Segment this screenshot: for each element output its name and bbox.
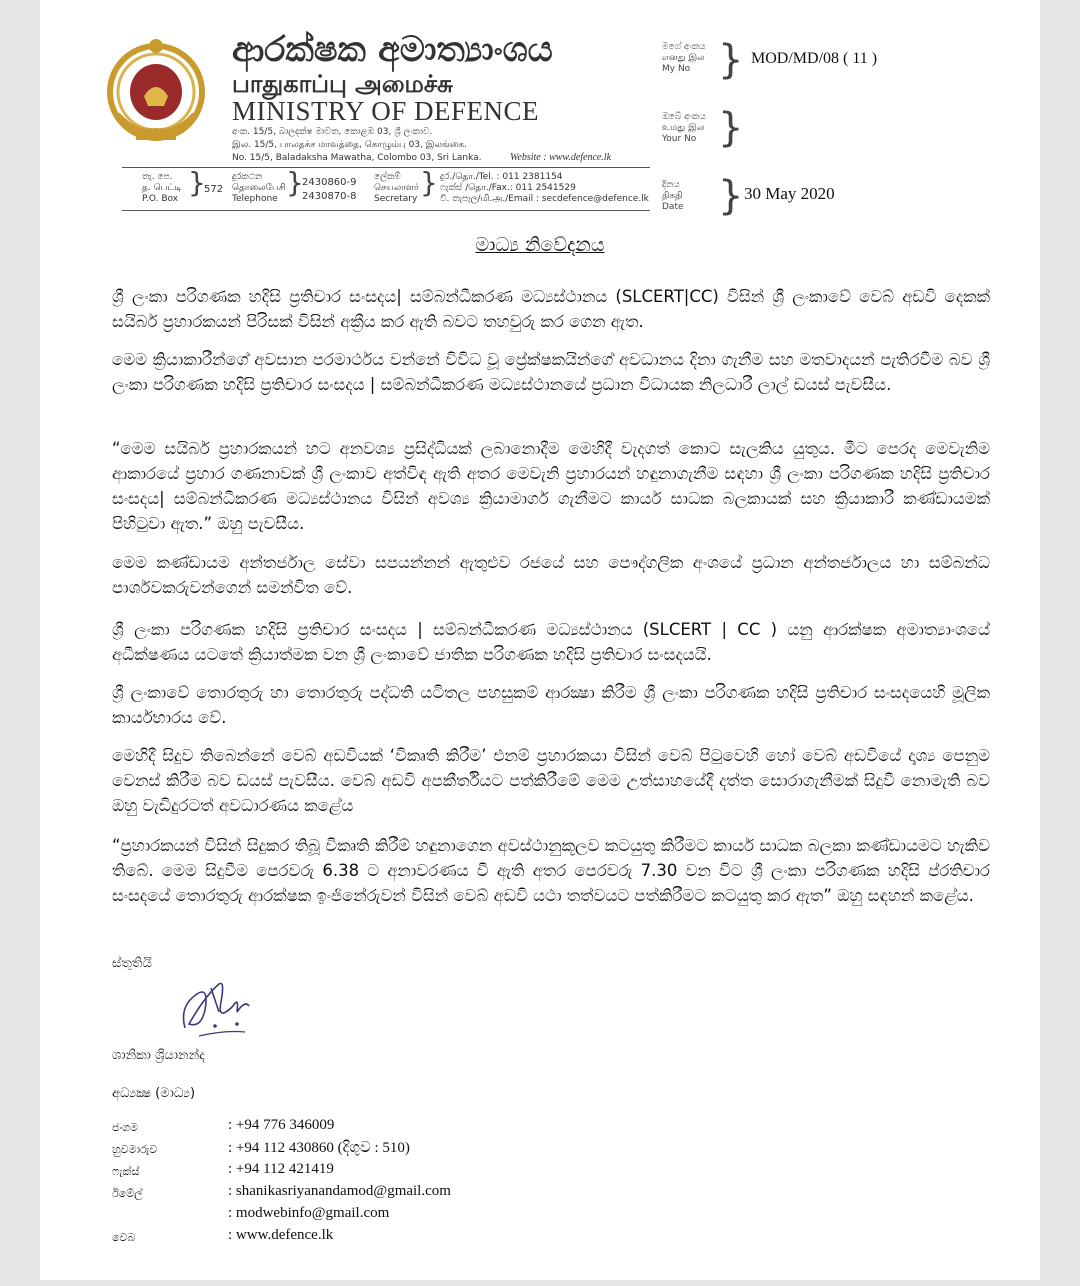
telephone-label: දුරකථන தொலைபேசி Telephone: [232, 172, 286, 204]
address-sinhala: අංක. 15/5, බාලදක්ෂ මාවත, කොළඹ 03, ශ්‍රී ලංකාව.: [232, 127, 433, 137]
telephone-value-2: 2430870-8: [302, 191, 357, 202]
contact-label: ජංගම: [112, 1121, 139, 1134]
telephone-value-1: 2430860-9: [302, 177, 357, 188]
sri-lanka-emblem-icon: [96, 34, 216, 144]
date-value: 30 May 2020: [744, 184, 835, 203]
brace-date: }: [718, 173, 744, 219]
contact-rule: [122, 210, 650, 211]
body-paragraph: මෙහිදී සිදුව තිබෙන්නේ වෙබ් අඩවියක් ‘විකෘති කිරීම’ එනම් ප්‍රහාරකයා විසින් වෙබ් පිටුවෙහි හෝ වෙබ් අඩවියේ දෘශ්‍ය පෙනුම වෙනස් කිරීම බව ඩයස් පැවසීය. වෙබ් අඩවි අපකීර්තියට පත්කිරීමේ මෙම උත්සාහයේදී දත්ත සොරාගැනීමක් සිදුවී නොමැති බව ඔහු වැඩිදුරටත් අවධාරණය කළේය: [112, 746, 990, 815]
brace-my-no: }: [718, 37, 744, 83]
thanks-text: ස්තුතියි: [112, 956, 152, 971]
body-paragraph: ශ්‍රී ලංකාවේ තොරතුරු හා තොරතුරු පද්ධති යටිතල පහසුකම් ආරක්‍ෂා කිරීම ශ්‍රී ලංකා පරිගණක හදිසි ප්‍රතිචාර සංසදයෙහි මූලික කාර්යභාරය වේ.: [112, 683, 990, 727]
body-paragraph: මෙම කණ්ඩායම අන්තර්ජාල සේවා සපයන්නන් ඇතුළුව රජයේ සහ පෞද්ගලික අංශයේ ප්‍රධාන අන්තර්ජාලය හා සම්බන්ධ පාර්ශවකරුවන්ගෙන් සමන්විත වේ.: [112, 553, 990, 597]
brace-sec: }: [420, 166, 438, 199]
body-paragraph: “ප්‍රහාරකයන් විසින් සිදුකර තිබූ විකෘති කිරීම් හඳුනාගෙන අවස්ථානුකූලව කටයුතු කිරීමට කාර්ය සාධක බලකා කණ්ඩායමට හැකිව තිබේ. මෙම සිදුවීම පෙරවරු 6.38 ට අනාවරණය වී ඇති අතර පෙරවරු 7.30 වන විට ශ්‍රී ලංකා පරිගණක හදිසි ප්රතිචාර සංසදයේ තොරතුරු ආරක්ෂක ඉංජිනේරුවන් විසින් වෙබ් අඩවි යථා තත්වයට පත්කිරීමට කටයුතු කර ඇත” ඔහු සඳහන් කළේය.: [112, 836, 990, 905]
contact-label: ෆැක්ස්: [112, 1165, 140, 1178]
contact-email: : shanikasriyanandamod@gmail.com: [228, 1183, 451, 1199]
your-no-label: ඔබේ අංකය உமது இல Your No: [662, 112, 706, 144]
my-no-label: මගේ අංකය எனது இல My No: [662, 42, 706, 74]
body-paragraph: මෙම ක්‍රියාකාරීන්ගේ අවසාන පරමාර්ථය වන්නේ විවිධ වූ ප්‍රේක්ෂකයින්ගේ අවධානය දිනා ගැනීම සහ මතවාදයන් පැතිරවීම බව ශ්‍රී ලංකා පරිගණක හදිසි ප්‍රතිචාර සංසදය | සම්බන්ධීකරණ මධ්‍යස්ථානයේ ප්‍රධාන විධායක නිලධාරී ලාල් ඩයස් පැවසීය.: [112, 350, 990, 394]
ministry-name-sinhala: ආරක්ෂක අමාත්‍යාංශය: [232, 30, 553, 70]
body-paragraph: ශ්‍රී ලංකා පරිගණක හදිසි ප්‍රතිචාර සංසදය | සම්බන්ධීකරණ මධ්‍යස්ථානය (SLCERT | CC ) යනු ආරක්ෂක අමාත්‍යාංශයේ අධීක්ෂණය යටතේ ක්‍රියාත්මක වන ශ්‍රී ලංකාවේ ජාතික පරිගණක හදිසි ප්‍රතිචාර සංසදයයි.: [112, 620, 990, 664]
brace-po: }: [188, 166, 206, 199]
brace-your-no: }: [718, 105, 744, 151]
date-label: දිනය திகதி Date: [662, 180, 684, 212]
press-release-title: මාධ්‍ය නිවේදනය: [475, 234, 605, 256]
right-frame: [1040, 0, 1080, 1286]
signer-name: ශානිකා ශ්‍රියානන්ද: [112, 1048, 205, 1063]
address-english: No. 15/5, Baladaksha Mawatha, Colombo 03, Sri Lanka.: [232, 153, 482, 163]
contact-value: : +94 776 346009: [228, 1117, 335, 1133]
website-line: Website : www.defence.lk: [510, 152, 612, 163]
signer-role: අධ්‍යක්‍ෂ (මාධ්‍ය): [112, 1086, 196, 1101]
bottom-frame: [0, 1280, 1080, 1286]
body-paragraph: ශ්‍රී ලංකා පරිගණක හදිසි ප්‍රතිචාර සංසදය| සම්බන්ධීකරණ මධ්‍යස්ථානය (SLCERT|CC) විසින් ශ්‍රී ලංකාවේ වෙබ් අඩවි දෙකක් සයිබර් ප්‍රහාරකයන් පිරිසක් විසින් අක්‍රීය කර ඇති බවට තහවුරු කර ගෙන ඇත.: [112, 287, 990, 331]
contact-email: : modwebinfo@gmail.com: [228, 1205, 390, 1221]
my-no-value: MOD/MD/08 ( 11 ): [751, 50, 878, 67]
contact-value: : +94 112 421419: [228, 1161, 334, 1177]
contact-label: වෙබ: [112, 1231, 136, 1244]
contact-website: : www.defence.lk: [228, 1227, 334, 1243]
secretary-label: ලේකම් செயலாளர் Secretary: [374, 172, 419, 204]
secretary-contacts: දුර./தொ./Tel. : 011 2381154 ෆැක්ස් /தொ./Fax.: 011 2541529 වි. තැපෑල/மி.அ./Email : secdefence@defence.lk: [440, 172, 649, 204]
brace-tel: }: [286, 166, 304, 199]
signature: [175, 966, 285, 1046]
ministry-name-english: MINISTRY OF DEFENCE: [232, 96, 540, 126]
contact-label: ඊමේල්: [112, 1187, 143, 1200]
ministry-name-tamil: பாதுகாப்பு அமைச்சு: [232, 70, 453, 98]
body-paragraph: “මෙම සයිබර් ප්‍රහාරකයන් හට අනවශ්‍ය ප්‍රසිද්ධියක් ලබානොදීම මෙහිදී වැදගත් කොට සැලකිය යුතුය. මීට පෙරද මෙවැනිම ආකාරයේ ප්‍රහාර ගණනාවක් ශ්‍රී ලංකාව අත්විඳ ඇති අතර මෙවැනි ප්‍රහාරයන් හඳුනාගැනීම සඳහා ශ්‍රී ලංකා පරිගණක හදිසි ප්‍රතිචාර සංසදය| සම්බන්ධීකරණ මධ්‍යස්ථානය විසින් අවශ්‍ය ක්‍රියාමාර්ග ගැනීමට කාර්ය සාධක බලකායක් සහ ක්‍රියාකාරී කණ්ඩායමක් පිහිටුවා ඇත.” ඔහු පැවසීය.: [112, 439, 990, 533]
po-box-label: තැ. පෙ. த. பெட்டி P.O. Box: [142, 172, 182, 204]
po-box-value: 572: [204, 184, 224, 195]
left-frame: [0, 0, 40, 1286]
contact-label: හුවමාරුව: [112, 1143, 158, 1156]
contact-value: : +94 112 430860 (දිගුව : 510): [228, 1140, 410, 1156]
address-tamil: இல. 15/5, பாலதக்ச மாவத்தை, கொழும்பு 03, இலங்கை.: [232, 140, 468, 150]
